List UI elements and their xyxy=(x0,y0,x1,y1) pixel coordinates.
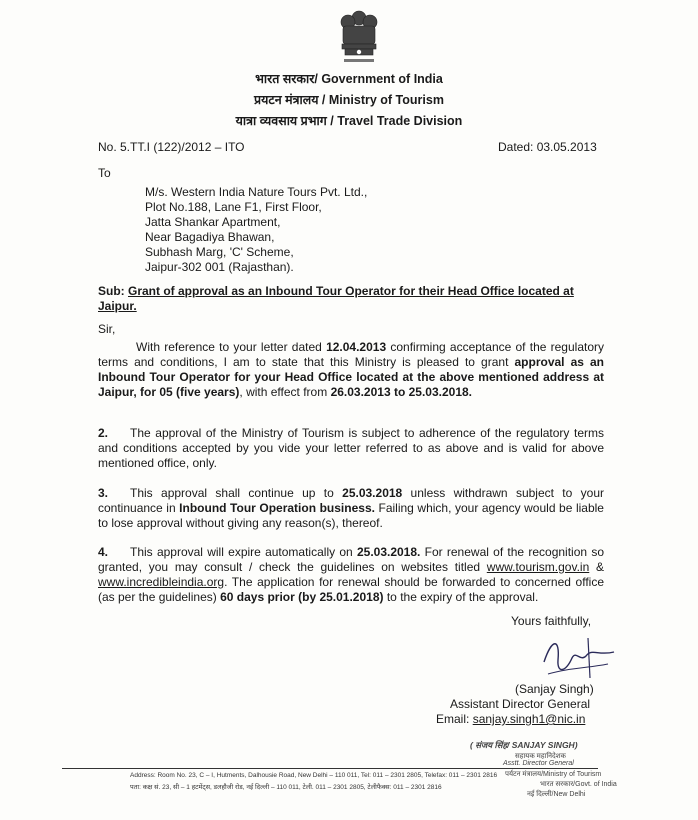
p1-approval: approval as an Inbound Tour Operator for your Head Office located at the above mentioned address at Jaipur, for 05 (five years) xyxy=(98,355,604,399)
tourism-website-link[interactable]: www.tourism.gov.in xyxy=(486,560,590,574)
address-line: Subhash Marg, 'C' Scheme, xyxy=(145,245,294,259)
signatory-designation: Assistant Director General xyxy=(450,697,591,711)
address-line: Near Bagadiya Bhawan, xyxy=(145,230,275,244)
header-ministry: प्रयटन मंत्रालय / Ministry of Tourism xyxy=(254,93,444,107)
paragraph-2 xyxy=(98,426,604,471)
p4-text: This approval will expire automatically on xyxy=(130,545,357,559)
p1-text: , with effect from xyxy=(239,385,331,399)
signatory-email xyxy=(436,712,585,727)
letter-date: Dated: 03.05.2013 xyxy=(498,140,597,154)
footer-divider xyxy=(62,768,598,769)
paragraph-4 xyxy=(98,545,604,605)
signatory-name: (Sanjay Singh) xyxy=(515,682,594,696)
stamp-city: नई दिल्ली/New Delhi xyxy=(527,791,586,798)
header-division: यात्रा व्यवसाय प्रभाग / Travel Trade Division xyxy=(235,114,463,128)
salutation: Sir, xyxy=(98,322,116,336)
handwritten-signature xyxy=(538,634,618,680)
p2-text: The approval of the Ministry of Tourism is subject to adherence of the regulatory terms and conditions accepted by you vide your letter referred to as above and is valid for above mentioned office, only. xyxy=(98,426,604,470)
p3-date: 25.03.2018 xyxy=(342,486,403,500)
p4-text: . The application for renewal should be forwarded to concerned office (as per the guidelines) xyxy=(98,575,604,604)
subject-prefix: Sub: xyxy=(98,284,125,298)
p3-text: Failing which, your agency would be liable to lose approval without giving any reason(s), thereof. xyxy=(98,501,604,530)
footer-address-english: Address: Room No. 23, C – I, Hutments, Dalhousie Road, New Delhi – 110 011, Tel: 011 – 2301 2805, Telefax: 011 – 2301 2816 xyxy=(130,772,498,779)
p2-number: 2. xyxy=(98,426,109,440)
subject-line xyxy=(98,284,604,314)
stamp-title-english: Asstt. Director General xyxy=(503,760,574,767)
email-link[interactable]: sanjay.singh1@nic.in xyxy=(472,712,586,726)
reference-number: No. 5.TT.I (122)/2012 – ITO xyxy=(98,140,245,154)
p1-text: confirming acceptance of the regulatory terms and conditions, I am to state that this Ministry is pleased to grant xyxy=(98,340,604,369)
footer-address-hindi: पता: कक्ष सं. 23, सी – 1 हटमेंट्स, डलहौजी रोड, नई दिल्ली – 110 011, टेली. 011 – 2301 2805, टेलीफैक्स: 011 – 2301 2816 xyxy=(130,784,442,791)
stamp-ministry: पर्यटन मंत्रालय/Ministry of Tourism xyxy=(505,771,602,778)
email-label: Email: xyxy=(436,712,473,726)
paragraph-1 xyxy=(98,340,604,400)
address-line: Plot No.188, Lane F1, First Floor, xyxy=(145,200,322,214)
p4-text: For renewal of the recognition so granted, you may consult / check the guidelines on websites titled xyxy=(98,545,604,574)
p4-number: 4. xyxy=(98,545,109,559)
yours-faithfully: Yours faithfully, xyxy=(511,614,592,628)
paragraph-3 xyxy=(98,486,604,531)
address-line: Jatta Shankar Apartment, xyxy=(145,215,281,229)
national-emblem-icon xyxy=(336,8,382,66)
p4-date: 25.03.2018. xyxy=(356,545,421,559)
p3-text: This approval shall continue up to xyxy=(130,486,343,500)
p3-number: 3. xyxy=(98,486,109,500)
address-line: Jaipur-302 001 (Rajasthan). xyxy=(145,260,294,274)
p4-text: to the expiry of the approval. xyxy=(383,590,539,604)
address-block xyxy=(145,185,367,275)
subject-text: Grant of approval as an Inbound Tour Operator for their Head Office located at Jaipur. xyxy=(98,284,574,313)
p3-business: Inbound Tour Operation business. xyxy=(179,501,375,515)
stamp-name: ( संजय सिंह/ SANJAY SINGH) xyxy=(470,740,578,750)
p4-renewal-deadline: 60 days prior (by 25.01.2018) xyxy=(220,590,384,604)
to-label: To xyxy=(98,166,111,180)
p3-text: unless withdrawn subject to your continuance in xyxy=(98,486,604,515)
incredibleindia-website-link[interactable]: www.incredibleindia.org xyxy=(98,575,225,589)
p1-text: With reference to your letter dated xyxy=(136,340,327,354)
header-govt: भारत सरकार/ Government of India xyxy=(255,72,443,86)
p1-validity: 26.03.2013 to 25.03.2018. xyxy=(330,385,473,399)
p1-letter-date: 12.04.2013 xyxy=(326,340,387,354)
stamp-title-hindi: सहायक महानिदेशक xyxy=(515,753,566,760)
address-line: M/s. Western India Nature Tours Pvt. Ltd., xyxy=(145,185,368,199)
stamp-govt: भारत सरकार/Govt. of India xyxy=(540,781,617,788)
p4-text: & xyxy=(589,560,604,574)
